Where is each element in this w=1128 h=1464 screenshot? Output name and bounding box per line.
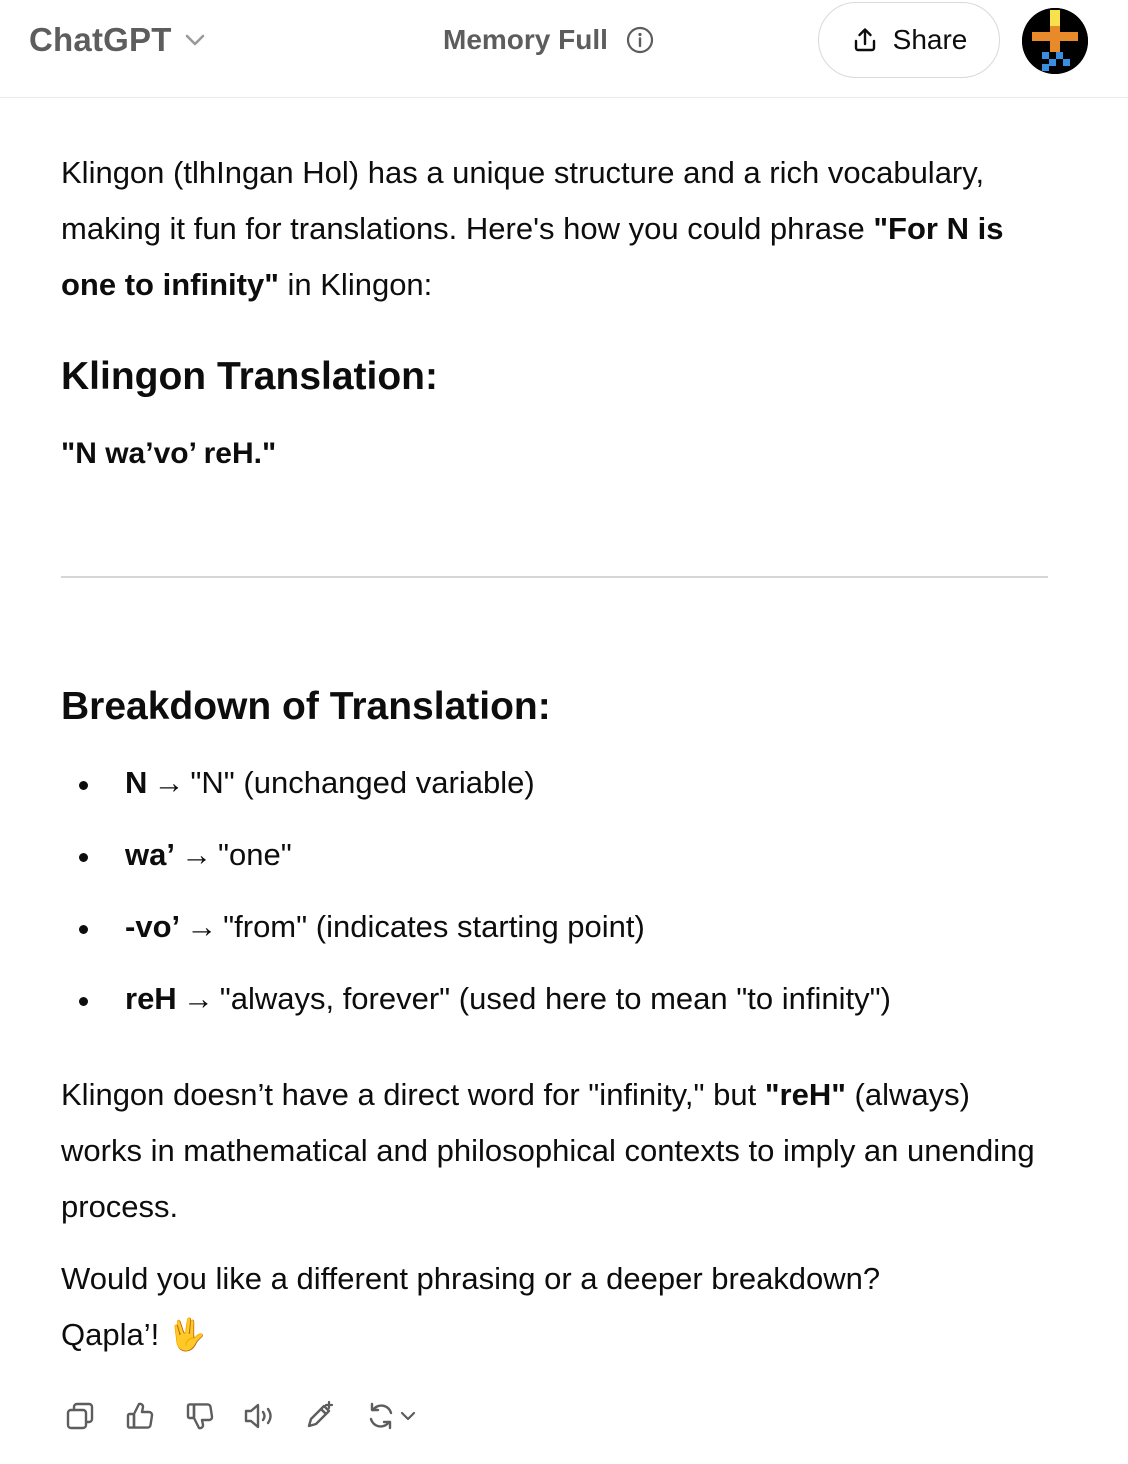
closing-signoff: Qapla’! 🖖 [61,1317,207,1352]
good-response-button[interactable] [122,1398,158,1434]
info-icon[interactable] [626,26,654,54]
arrow-icon: → [180,837,212,872]
meaning: "from" (indicates starting point) [223,909,645,944]
arrow-icon: → [186,909,218,944]
translation-text: "N wa’vo’ reH." [61,437,277,470]
bad-response-button[interactable] [182,1398,218,1434]
arrow-icon: → [153,765,185,800]
meaning: "one" [217,837,292,872]
share-icon [851,26,879,54]
model-selector[interactable] [29,18,206,62]
term: reH [125,981,177,1016]
speaker-icon [242,1400,278,1432]
memory-status[interactable] [443,20,654,60]
message-actions [62,1396,420,1436]
copy-button[interactable] [62,1398,98,1434]
note-paragraph [61,1067,1051,1235]
share-button[interactable] [818,2,1000,78]
copy-icon [64,1400,96,1432]
edit-canvas-icon [303,1400,337,1432]
thumbs-down-icon [184,1400,216,1432]
closing-paragraph [61,1251,1051,1363]
section-divider [61,576,1048,578]
intro-paragraph [61,145,1051,313]
meaning: "N" (unchanged variable) [190,765,535,800]
list-item [61,905,1051,977]
chevron-down-icon [399,1410,417,1422]
avatar[interactable] [1022,8,1088,74]
closing-question: Would you like a different phrasing or a deeper breakdown? [61,1261,881,1296]
app-title: ChatGPT [29,21,172,58]
intro-text-end: in Klingon: [278,267,433,302]
breakdown-heading: Breakdown of Translation: [61,685,551,728]
read-aloud-button[interactable] [242,1398,278,1434]
chevron-down-icon [184,33,206,47]
note-term: "reH" [764,1077,846,1112]
note-text-end: (always) works in mathematical and philosophical contexts to imply an unending process. [61,1077,1035,1224]
top-bar [0,0,1128,98]
arrow-icon: → [182,981,214,1016]
list-item [61,761,1051,833]
note-text: Klingon doesn’t have a direct word for "infinity," but [61,1077,765,1112]
memory-full-label: Memory Full [443,24,608,55]
term: N [125,765,148,800]
thumbs-up-icon [124,1400,156,1432]
list-item [61,833,1051,905]
regenerate-button[interactable] [362,1398,420,1434]
term: wa’ [125,837,175,872]
share-label: Share [892,24,968,55]
meaning: "always, forever" (used here to mean "to infinity") [219,981,891,1016]
translation-heading: Klingon Translation: [61,355,438,398]
intro-text: Klingon (tlhIngan Hol) has a unique structure and a rich vocabulary, making it fun for translations. Here's how you could phrase [61,155,985,246]
regenerate-icon [365,1400,397,1432]
intro-phrase: "For N is one to infinity" [61,211,1004,302]
edit-in-canvas-button[interactable] [302,1398,338,1434]
list-item [61,977,1051,1049]
term: -vo’ [125,909,181,944]
breakdown-list [61,761,1051,1049]
